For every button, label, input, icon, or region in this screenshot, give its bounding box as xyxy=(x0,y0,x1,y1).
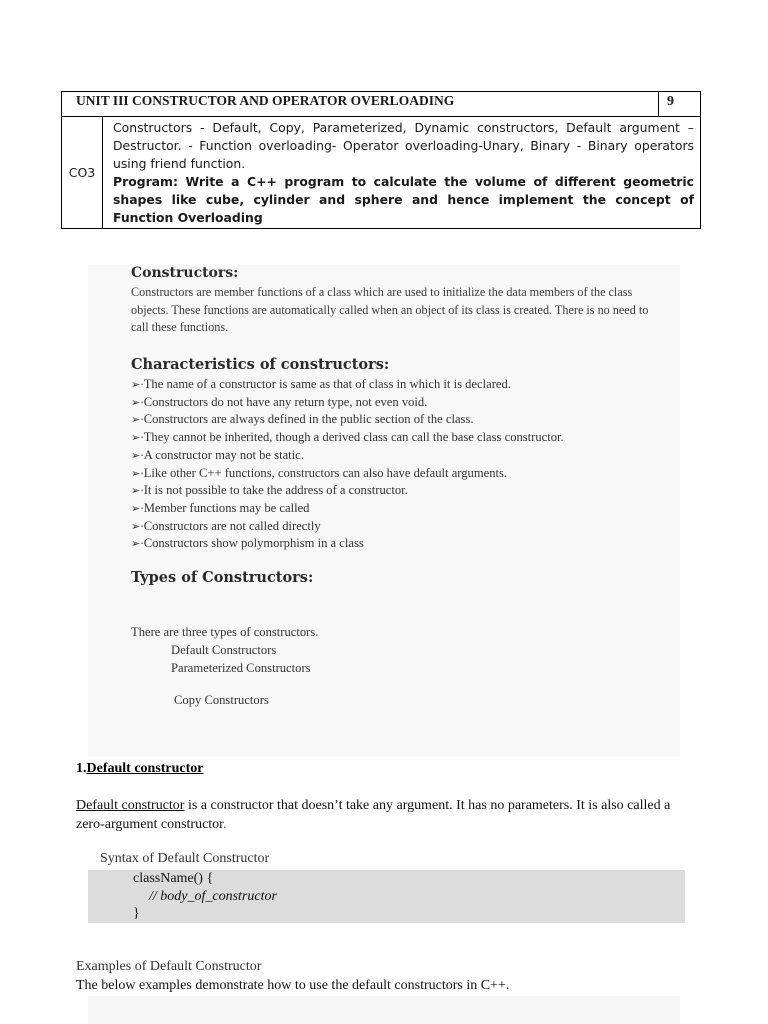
list-item: ➢·Constructors do not have any return type, not even void. xyxy=(131,394,428,409)
list-item: ➢·Constructors are not called directly xyxy=(131,518,321,533)
unit-hours: 9 xyxy=(659,92,701,117)
example-code-block xyxy=(88,996,680,1024)
arrow-bullet-icon: ➢· xyxy=(131,413,144,427)
list-item: ➢·Constructors are always defined in the public section of the class. xyxy=(131,412,474,427)
section-heading: 1.Default constructor xyxy=(76,761,204,776)
course-outcome-code: CO3 xyxy=(62,117,103,229)
type-parameterized: Parameterized Constructors xyxy=(171,661,311,675)
arrow-bullet-icon: ➢· xyxy=(131,501,144,515)
default-constructor-description: Default constructor is a constructor that doesn’t take any argument. It has no parameters. It is also called a zero-argument constructor. xyxy=(76,798,671,832)
code-line: className() { xyxy=(133,871,214,886)
unit-program: Program: Write a C++ program to calculate the volume of different geometric shapes like cube, cylinder and sphere and hence implement the concept of Function Overloading xyxy=(113,174,694,225)
types-intro: There are three types of constructors. xyxy=(131,625,319,639)
list-item: ➢·They cannot be inherited, though a derived class can call the base class constructor. xyxy=(131,430,564,445)
list-item: ➢·Constructors show polymorphism in a class xyxy=(131,536,364,551)
arrow-bullet-icon: ➢· xyxy=(131,537,144,551)
code-comment: // body_of_constructor xyxy=(149,889,277,904)
term-link: Default constructor xyxy=(76,798,185,813)
type-copy: Copy Constructors xyxy=(174,693,269,707)
type-default: Default Constructors xyxy=(171,643,277,657)
unit-header-row xyxy=(62,92,701,117)
arrow-bullet-icon: ➢· xyxy=(131,431,144,445)
types-heading: Types of Constructors: xyxy=(131,569,314,586)
arrow-bullet-icon: ➢· xyxy=(131,484,144,498)
arrow-bullet-icon: ➢· xyxy=(131,378,144,391)
examples-description: The below examples demonstrate how to use the default constructors in C++. xyxy=(76,978,510,993)
unit-content-row xyxy=(62,117,701,229)
characteristics-list xyxy=(131,376,564,553)
list-item: ➢·Like other C++ functions, constructors can also have default arguments. xyxy=(131,465,508,480)
code-line: } xyxy=(133,906,140,921)
constructors-heading: Constructors: xyxy=(131,265,239,281)
unit-topics: Constructors - Default, Copy, Parameterized, Dynamic constructors, Default argument – Destructor. - Function overloading- Operator overloading-Unary, Binary - Binary operators using friend function. xyxy=(113,120,694,171)
list-item: ➢·Member functions may be called xyxy=(131,500,310,515)
list-item: ➢·A constructor may not be static. xyxy=(131,447,304,462)
unit-content xyxy=(103,117,701,229)
unit-table xyxy=(61,91,701,229)
arrow-bullet-icon: ➢· xyxy=(131,466,144,480)
constructors-info-block xyxy=(88,265,680,757)
list-item: ➢·The name of a constructor is same as that of class in which it is declared. xyxy=(131,377,511,391)
arrow-bullet-icon: ➢· xyxy=(131,448,144,462)
examples-label: Examples of Default Constructor xyxy=(76,959,262,974)
arrow-bullet-icon: ➢· xyxy=(131,519,144,533)
syntax-label: Syntax of Default Constructor xyxy=(100,851,270,866)
arrow-bullet-icon: ➢· xyxy=(131,395,144,409)
characteristics-heading: Characteristics of constructors: xyxy=(131,356,390,373)
list-item: ➢·It is not possible to take the address of a constructor. xyxy=(131,483,408,498)
unit-title: UNIT III CONSTRUCTOR AND OPERATOR OVERLOADING xyxy=(62,92,659,117)
code-block xyxy=(88,870,685,923)
constructors-description: Constructors are member functions of a class which are used to initialize the data members of the class objects. These functions are automatically called when an object of its class is created. There is no need to call these functions. xyxy=(131,285,649,334)
